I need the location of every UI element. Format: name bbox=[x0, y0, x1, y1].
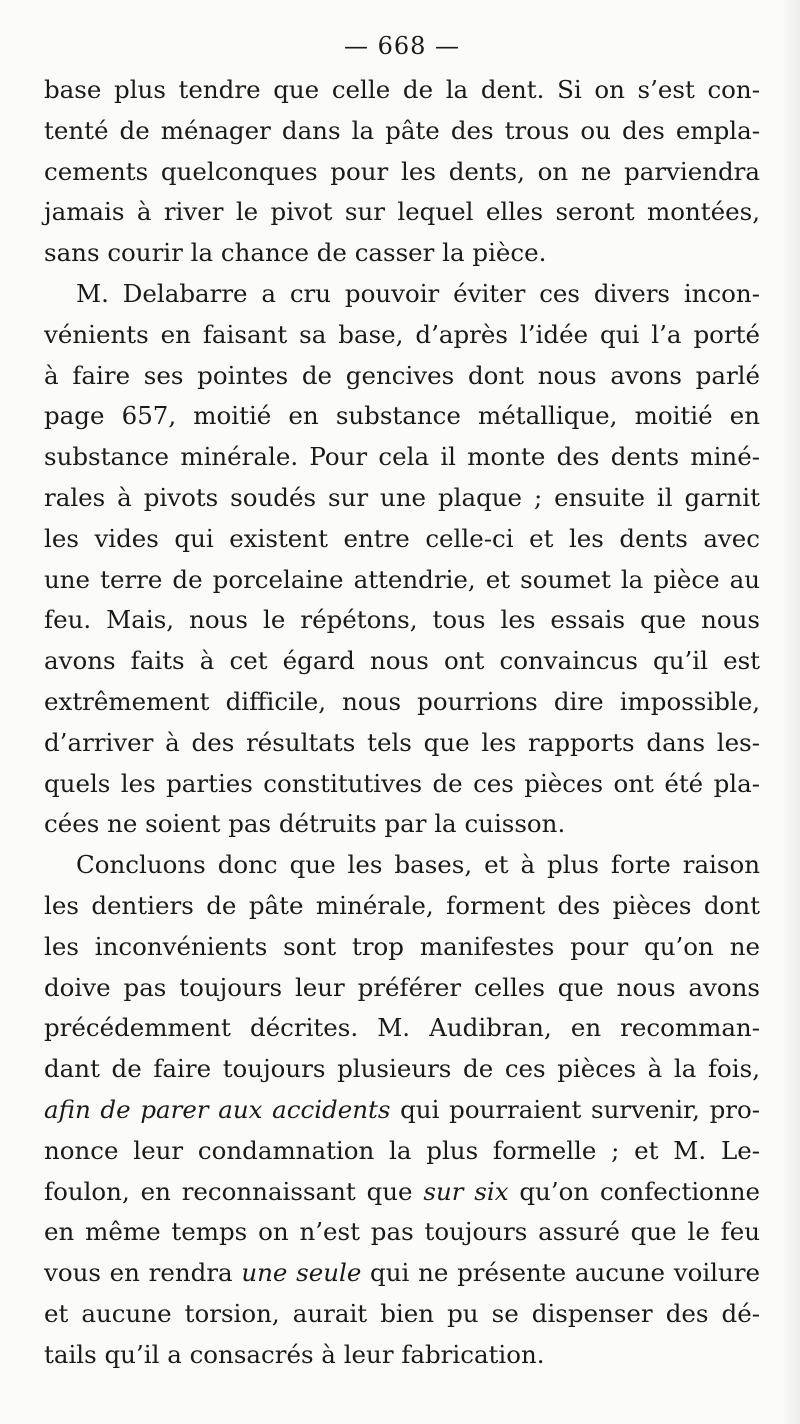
text-fragment: vous en rendra bbox=[44, 1258, 242, 1288]
text-line: cées ne soient pas détruits par la cuisson. bbox=[44, 809, 566, 839]
text-line: jamais à river le pivot sur lequel elles seront montées, bbox=[44, 197, 760, 227]
text-line-italic bbox=[44, 1090, 760, 1131]
text-line: les vides qui existent entre celle-ci et les dents avec bbox=[44, 523, 760, 553]
text-line: base plus tendre que celle de la dent. Si on s’est con- bbox=[44, 75, 760, 104]
italic-phrase: une seule bbox=[241, 1258, 362, 1288]
text-line: rales à pivots soudés sur une plaque ; ensuite il garnit bbox=[44, 482, 760, 512]
text-line: substance minérale. Pour cela il monte des dents miné- bbox=[44, 442, 760, 472]
paragraph-2 bbox=[44, 274, 760, 845]
paragraph-3 bbox=[44, 845, 760, 1375]
text-line: les inconvénients sont trop manifestes pour qu’on ne bbox=[44, 931, 760, 961]
text-line: Concluons donc que les bases, et à plus forte raison bbox=[76, 850, 760, 880]
italic-phrase: afin de parer aux accidents bbox=[44, 1094, 391, 1124]
text-line: M. Delabarre a cru pouvoir éviter ces divers incon- bbox=[76, 278, 760, 308]
text-line: tenté de ménager dans la pâte des trous ou des empla- bbox=[44, 115, 760, 145]
text-line: doive pas toujours leur préférer celles que nous avons bbox=[44, 972, 760, 1002]
text-line-italic bbox=[44, 1172, 760, 1213]
text-line: dant de faire toujours plusieurs de ces pièces à la fois, bbox=[44, 1054, 760, 1084]
text-line: d’arriver à des résultats tels que les rapports dans les- bbox=[44, 727, 760, 757]
text-fragment: qui pourraient survenir, pro- bbox=[390, 1094, 760, 1124]
text-line: vénients en faisant sa base, d’après l’idée qui l’a porté bbox=[44, 319, 760, 349]
text-line: à faire ses pointes de gencives dont nous avons parlé bbox=[44, 360, 760, 390]
text-fragment: qu’on confectionne bbox=[508, 1176, 760, 1206]
page-edge-shadow bbox=[782, 0, 800, 1424]
text-line-italic bbox=[44, 1253, 760, 1294]
italic-phrase: sur six bbox=[423, 1176, 509, 1206]
text-line: feu. Mais, nous le répétons, tous les essais que nous bbox=[44, 605, 760, 635]
text-line: avons faits à cet égard nous ont convaincus qu’il est bbox=[44, 646, 760, 676]
text-line: tails qu’il a consacrés à leur fabrication. bbox=[44, 1339, 545, 1369]
text-line: en même temps on n’est pas toujours assuré que le feu bbox=[44, 1217, 760, 1247]
page-number: — 668 — bbox=[343, 32, 461, 60]
text-line: et aucune torsion, aurait bien pu se dispenser des dé- bbox=[44, 1298, 760, 1328]
text-line: extrêmement difficile, nous pourrions dire impossible, bbox=[44, 686, 760, 716]
text-line: quels les parties constitutives de ces pièces ont été pla- bbox=[44, 768, 760, 798]
text-fragment: foulon, en reconnaissant que bbox=[44, 1176, 424, 1206]
text-fragment: qui ne présente aucune voilure bbox=[361, 1258, 761, 1288]
text-line: cements quelconques pour les dents, on ne parviendra bbox=[44, 156, 760, 186]
paragraph-1 bbox=[44, 70, 760, 274]
text-line: nonce leur condamnation la plus formelle ; et M. Le- bbox=[44, 1135, 760, 1165]
text-line: une terre de porcelaine attendrie, et soumet la pièce au bbox=[44, 564, 760, 594]
text-line: les dentiers de pâte minérale, forment des pièces dont bbox=[44, 890, 760, 920]
text-line: précédemment décrites. M. Audibran, en recomman- bbox=[44, 1013, 760, 1043]
book-page bbox=[44, 28, 760, 1376]
text-line: sans courir la chance de casser la pièce. bbox=[44, 238, 547, 268]
text-line: page 657, moitié en substance métallique, moitié en bbox=[44, 401, 760, 431]
